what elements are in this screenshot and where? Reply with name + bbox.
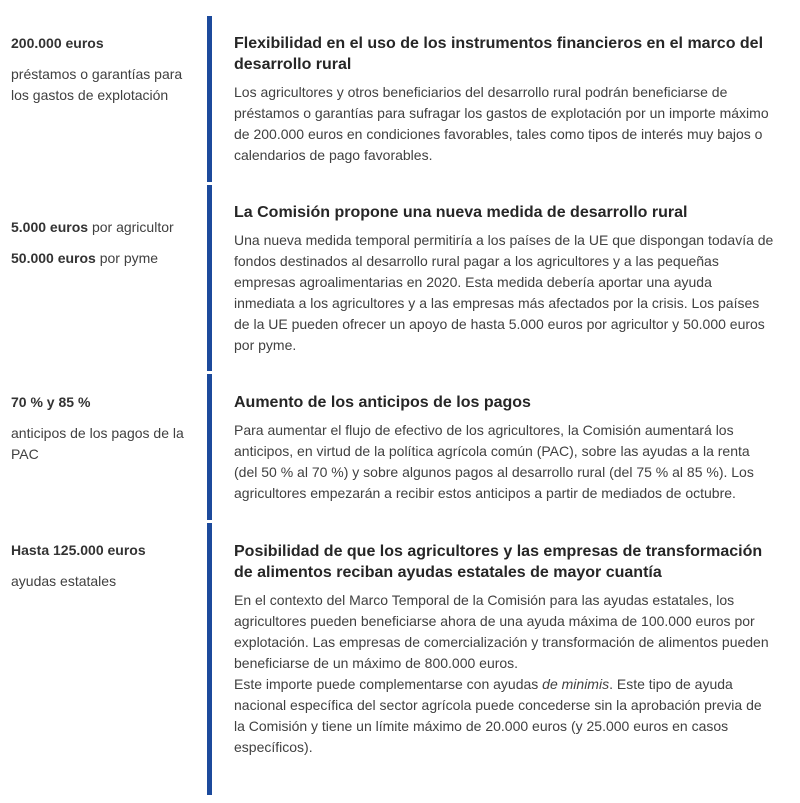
section-title: Posibilidad de que los agricultores y las empresas de transformación de alimentos reciban ayudas estatales de mayor cuantía	[234, 543, 763, 581]
section-title: Aumento de los anticipos de los pagos	[234, 394, 531, 411]
section-body: Para aumentar el flujo de efectivo de los agricultores, la Comisión aumentará los anticipos, en virtud de la política agrícola común (PAC), sobre las ayudas a la renta (del 50 % al 70 %) y sobre algunos pagos al desarrollo rural (del 75 % al 85 %). Los agricultores empezarán a recibir estos anticipos a partir de mediados de octubre.	[234, 422, 754, 501]
stat-line	[11, 248, 196, 269]
section-content	[234, 392, 774, 504]
stat-value: Hasta 125.000 euros	[11, 542, 146, 558]
body-text: . Este tipo de ayuda nacional específica del sector agrícola puede concederse sin la aprobación previa de la Comisión y tiene un límite máximo de 20.000 euros (y 25.000 euros en casos específicos).	[234, 676, 762, 755]
stat-block	[11, 392, 196, 465]
section-title: La Comisión propone una nueva medida de desarrollo rural	[234, 204, 688, 221]
stat-unit: por pyme	[95, 250, 159, 266]
section-body-continued	[234, 674, 774, 758]
stat-block	[11, 33, 196, 106]
stat-unit: por agricultor	[88, 219, 174, 235]
section-title: Flexibilidad en el uso de los instrumentos financieros en el marco del desarrollo rural	[234, 35, 764, 73]
stat-description: anticipos de los pagos de la PAC	[11, 425, 184, 462]
section-body: En el contexto del Marco Temporal de la Comisión para las ayudas estatales, los agricultores pueden beneficiarse ahora de una ayuda máxima de 100.000 euros por explotación. Las empresas de comercialización y transformación de alimentos pueden beneficiarse de un máximo de 800.000 euros.	[234, 592, 769, 671]
section-divider-bar	[207, 16, 212, 182]
section-divider-bar	[207, 374, 212, 520]
stat-description: préstamos o garantías para los gastos de explotación	[11, 66, 183, 103]
stat-value: 70 % y 85 %	[11, 394, 91, 410]
section-content	[234, 202, 774, 356]
stat-block	[11, 217, 196, 269]
section-body: Una nueva medida temporal permitiría a los países de la UE que dispongan todavía de fondos destinados al desarrollo rural pagar a los agricultores y a las pequeñas empresas agroalimentarias en 2020. Esta medida debería aportar una ayuda inmediata a los agricultores y a las empresas más afectados por la crisis. Los países de la UE pueden ofrecer un apoyo de hasta 5.000 euros por agricultor y 50.000 euros por pyme.	[234, 232, 774, 353]
body-italic-term: de minimis	[542, 676, 610, 692]
section-divider-bar	[207, 185, 212, 371]
stat-line	[11, 217, 196, 238]
stat-value: 50.000 euros	[11, 250, 96, 266]
section-content	[234, 33, 774, 166]
stat-value: 5.000 euros	[11, 219, 89, 235]
body-text: Este importe puede complementarse con ayudas	[234, 676, 543, 692]
section-body: Los agricultores y otros beneficiarios del desarrollo rural podrán beneficiarse de préstamos o garantías para sufragar los gastos de explotación por un importe máximo de 200.000 euros en condiciones favorables, tales como tipos de interés muy bajos o calendarios de pago favorables.	[234, 84, 769, 163]
section-content	[234, 541, 774, 758]
section-divider-bar	[207, 523, 212, 795]
stat-value: 200.000 euros	[11, 35, 104, 51]
stat-description: ayudas estatales	[11, 573, 117, 589]
stat-block	[11, 540, 196, 592]
